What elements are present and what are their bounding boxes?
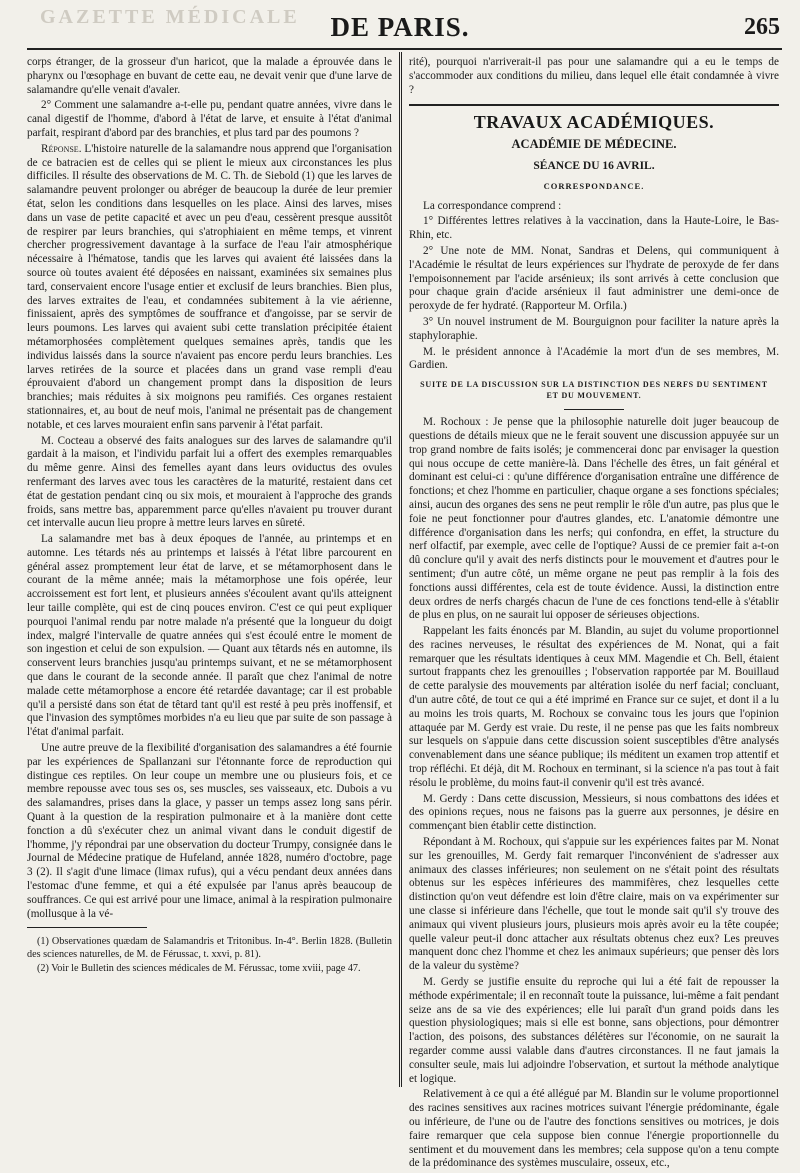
paragraph: corps étranger, de la grosseur d'un haricot, que la malade a éprouvée dans le pharynx ou l'œsophage en buvant de cette eau, ne devait venir que d'une larve de salamandre qu'elle venait d'avaler. — [27, 56, 392, 96]
paragraph — [27, 143, 392, 433]
section-title: TRAVAUX ACADÉMIQUES. — [473, 112, 715, 133]
page-header — [0, 0, 800, 48]
paragraph: 2° Une note de MM. Nonat, Sandras et Delens, qui communiquent à l'Académie le résultat de leurs expériences sur l'hydrate de peroxyde de fer dans l'empoisonnement par l'acide arsénieux; ils sont arrivés à cette conclusion que pour chaque grain d'acide arsénieux il faut administrer une demi-once de peroxyde de fer hydraté. (Rapporteur M. Orfila.) — [409, 244, 779, 313]
discussion-heading: SUITE DE LA DISCUSSION SUR LA DISTINCTION DES NERFS DU SENTIMENT ET DU MOUVEMENT. — [420, 380, 768, 401]
correspondance-heading: CORRESPONDANCE. — [543, 180, 645, 191]
paragraph: Répondant à M. Rochoux, qui s'appuie sur les expériences faites par M. Nonat sur les grenouilles, M. Gerdy fait remarquer l'inconvénient de s'adresser aux animaux des classes inférieures; non seulement on ne s'était point des résultats obtenus sur les espèces inférieures des mammifères, chez lesquelles cette distinction qu'on veut défendre est loin d'être claire, mais on va expérimenter sur une classe si inférieure dans l'échelle, que tout le monde sait qu'il s'y trouve des animaux qui vivent plusieurs jours, plusieurs mois après avoir eu la tête coupée; quelle valeur peut-il donc attacher aux résultats obtenus chez eux? Les preuves manquent donc chez l'homme et chez les animaux supérieurs; que penser dès lors de la valeur du système? — [409, 836, 779, 973]
page-number: 265 — [744, 14, 780, 40]
paragraph: M. Gerdy : Dans cette discussion, Messieurs, si nous combattons des idées et des opinions reçues, nous ne faisons pas la guerre aux personnes, je désire en commençant bien établir cette distinction. — [409, 792, 779, 833]
paragraph: Une autre preuve de la flexibilité d'organisation des salamandres a été fournie par les expériences de Spallanzani sur l'étonnante force de reproduction qui distingue ces reptiles. On leur coupe un membre une ou plusieurs fois, et ce membre repousse avec tous ses os, ses muscles, ses vaisseaux, etc. Dubois a vu des salamandres, prises dans la glace, y passer un temps assez long sans périr. Quant à la question de la respiration pulmonaire et à la manière dont cette fonction a dû s'exécuter chez un animal vivant dans le conduit digestif de l'homme, j'y répondrai par une observation du docteur Trumpy, consignée dans le Journal de Médecine pratique de Hufeland, année 1828, numéro d'octobre, page 3 (2). Il s'agit d'une limace (limax rufus), qui a vécu pendant deux années dans l'estomac d'une femme, et qui a été expulsée par l'anus après beaucoup de souffrances. Ce qui est arrivé pour une limace, animal à la respiration pulmonaire (mollusque à la vé- — [27, 742, 392, 920]
paragraph: 3° Un nouvel instrument de M. Bourguignon pour faciliter la nature après la staphyloraphie. — [409, 315, 779, 342]
footnote: (1) Observationes quædam de Salamandris et Tritonibus. In-4°. Berlin 1828. (Bulletin des sciences naturelles, de M. de Férussac, t. xxvi, p. 81). — [27, 936, 392, 960]
footnote: (2) Voir le Bulletin des sciences médicales de M. Férussac, tome xviii, page 47. — [37, 963, 361, 975]
paragraph: rité), pourquoi n'arriverait-il pas pour une salamandre qui a eu le temps de s'accommoder aux conditions du milieu, dans lequel elle était condamnée à vivre ? — [409, 56, 779, 96]
paragraph: Relativement à ce qui a été allégué par M. Blandin sur le volume proportionnel des racines sensitives aux racines motrices suivant l'énergie prédominante, égale ou inférieure, de l'une ou de l'autre des fonctions sensitives ou motrices, je dois faire remarquer que cela suppose bien connue l'énergie proportionnelle du sentiment et du mouvement dans les membres; cela suppose qu'on a tenu compte de la prédominance des systèmes musculaire, osseux, etc., — [409, 1088, 779, 1170]
paragraph: M. le président annonce à l'Académie la mort d'un de ses membres, M. Gardien. — [409, 345, 779, 372]
paragraph: 1° Différentes lettres relatives à la vaccination, dans la Haute-Loire, le Bas-Rhin, etc. — [409, 215, 779, 242]
small-rule — [564, 409, 624, 410]
paragraph: Rappelant les faits énoncés par M. Blandin, au sujet du volume proportionnel des racines nerveuses, le résultat des expériences de M. Nonat, qui a fait remarquer que les résultats identiques à ceux MM. Magendie et Ch. Bell, étaient surtout frappants chez les grenouilles ; l'observation rapportée par M. Bouillaud de cette paralysie des mouvements par altération isolée du nerf facial; concluant, d'un autre côté, de tout ce qui a été imprimé en France sur ce sujet, et dont il a lu au moins les trois quarts, M. Rochoux se convainc tous les jours que l'opinion attaquée par M. Gerdy est vraie. Du reste, il ne pense pas que les faits nombreux sur lesquels on s'appuie dans cette discussion soient susceptibles d'être analysés convenablement dans une séance publique; ils méditent un examen trop attentif et trop réfléchi. Et déjà, dit M. Rochoux en terminant, si la science n'a pas tout à fait résolu le problème, du moins faut-il convenir qu'il est très avancé. — [409, 625, 779, 789]
paragraph-text: L'histoire naturelle de la salamandre nous apprend que l'organisation de ce batracien est de celles qui se plient le mieux aux circonstances les plus difficiles. Il résulte des observations de M. C. Th. de Siebold (1) que les larves de salamandre peuvent prolonger ou abréger de beaucoup la durée de leur premier état, selon les conditions dans lesquelles on les place. Ainsi des larves, mises dans un vase de petite capacité et avec un peu d'eau, cessèrent presque aussitôt de respirer par leurs branchies, qui s'atrophiaient en même temps, et vinrent chercher progressivement davantage à la surface de l'eau l'air atmosphérique nécessaire à l'hématose, tandis que les larves qui avaient été laissées dans la source où toutes avaient été déposées en naissant, examinées six semaines plus tard, conservaient encore l'usage entier et exclusif de leurs branchies. Bien plus, des larves extraites de l'eau, et condamnées subitement à la vie aérienne, finissaient, après des symptômes de souffrance et d'angoisse, par se servir de leurs poumons. Les larves qui avaient subi cette translation précipitée étaient métamorphosées complètement quelques semaines après, tandis que les individus laissés dans la source n'avaient pas encore perdu leurs branchies. Les larves retirées de la source et placées dans un grand vase rempli d'eau éprouvaient d'abord un changement prompt dans la disposition de leurs branchies; mais réduites à six moignons peu ramifiés. Ces organes restaient stationnaires, et, au bout de neuf mois, l'animal ne présentait pas de changement notable, et ces larves mouraient enfin sans parvenir à l'état parfait. — [27, 142, 392, 431]
paragraph: 2° Comment une salamandre a-t-elle pu, pendant quatre années, vivre dans le canal digestif de l'homme, d'abord à l'état de larve, et ensuite à l'état d'animal parfait, respirant d'abord par des branchies, et plus tard par des poumons ? — [27, 99, 392, 139]
header-rule — [27, 48, 782, 50]
section-rule — [409, 104, 779, 106]
paragraph: La salamandre met bas à deux époques de l'année, au printemps et en automne. Les tétards nés au printemps et laissés à l'état libre parcourent en général assez promptement leur état de larve, et se métamorphosent dans le courant de la même année; mais la métamorphose une fois opérée, leur accroissement est fort lent, et plusieurs années s'écoulent avant qu'ils atteignent leur taille complète, qui est de cinq pouces environ. C'est ce qui peut expliquer pourquoi l'animal rendu par notre malade n'a présenté que la longueur du doigt index, malgré l'intervalle de quatre années qui s'est écoulé entre le moment de son ingestion et celui de son expulsion. — Quant aux têtards nés en automne, ils conservent leurs branchies jusqu'au printemps suivant, et ne se métamorphosent que dans le courant de la seconde année. Il paraît que chez l'animal de notre malade cette métamorphose a encore été retardée davantage; car il est probable qu'il a persisté dans son état de têtard tant qu'il est resté à peu près inoffensif, et que l'invasion des symptômes morbides n'a eu lieu que par suite de son passage à l'état d'animal parfait. — [27, 533, 392, 739]
paragraph: M. Gerdy se justifie ensuite du reproche qui lui a été fait de repousser la méthode expérimentale; il en reconnaît toute la puissance, lui-même a fait pendant seize ans de sa vie des expériences; elle lui paraît d'un grand poids dans les question physiologiques; mais si elle est bonne, sans objections, pour démontrer l'action, des poisons, des substances délétères sur l'économie, on ne saurait la regarder comme aussi valable dans d'autres circonstances. Il ne faut jamais la consulter seule, mais lui adjoindre l'observation, et surtout la méthode analytique et logique. — [409, 976, 779, 1085]
footnotes — [27, 936, 392, 976]
footnote-rule — [27, 927, 147, 928]
reponse-label: Réponse. — [41, 142, 82, 155]
academy-heading: ACADÉMIE DE MÉDECINE. — [511, 137, 677, 152]
paragraph: La correspondance comprend : — [423, 199, 562, 212]
column-divider — [399, 52, 402, 1087]
right-column — [409, 56, 779, 1173]
running-title: DE PARIS. — [330, 12, 470, 42]
paragraph: M. Rochoux : Je pense que la philosophie naturelle doit juger beaucoup de questions de détails mieux que ne le ferait souvent une discussion appuyée sur un trop grand nombre de faits isolés; je commencerai donc par envisager la question qui nous occupe de cette manière-là. Dans l'échelle des êtres, un fait général et dominant est celui-ci : qu'une différence d'organisation entraîne une différence de fonctions; et chez l'homme en particulier, chaque organe a ses fonctions spéciales; ainsi, aucun des organes des sens ne peut remplir le rôle d'un autre, pas plus que le foie ne peut fonctionner pour d'autres glandes, etc. L'anatomie démontre une différence d'organisation dans les nerfs; qui confondra, en effet, la structure du nerf olfactif, par exemple, avec celle de l'optique? Aussi de ce premier fait a-t-on dû conclure qu'il y avait des nerfs distincts pour le mouvement et d'autres pour le sentiment; d'un autre côté, un même organe ne peut pas remplir à la fois des fonctions aussi différentes, cela est de toute évidence. Aussi, la distinction entre deux ordres de nerfs chargés chacun de l'une de ces fonctions tend-elle à s'établir de plus en plus, on ne saurait lui opposer de sérieuses objections. — [409, 416, 779, 622]
left-column — [27, 56, 392, 978]
session-heading: SÉANCE DU 16 AVRIL. — [533, 159, 655, 172]
paragraph: M. Cocteau a observé des faits analogues sur des larves de salamandre qu'il gardait à la maison, et l'individu parfait lui a offert des exemples remarquables du même genre. Ainsi des femelles ayant dans leurs oviductus des ovules renfermant des larves avec tous les caractères de la maturité, restaient dans cet état de gestation pendant cinq ou six mois, et mouraient à l'approche des grands froids, sans mettre bas, apparemment parce qu'elles n'avaient pu trouver durant cet intervalle aucun lieu propre à mettre leurs larves en sûreté. — [27, 434, 392, 530]
bleed-through-title: GAZETTE MÉDICALE — [40, 6, 300, 28]
